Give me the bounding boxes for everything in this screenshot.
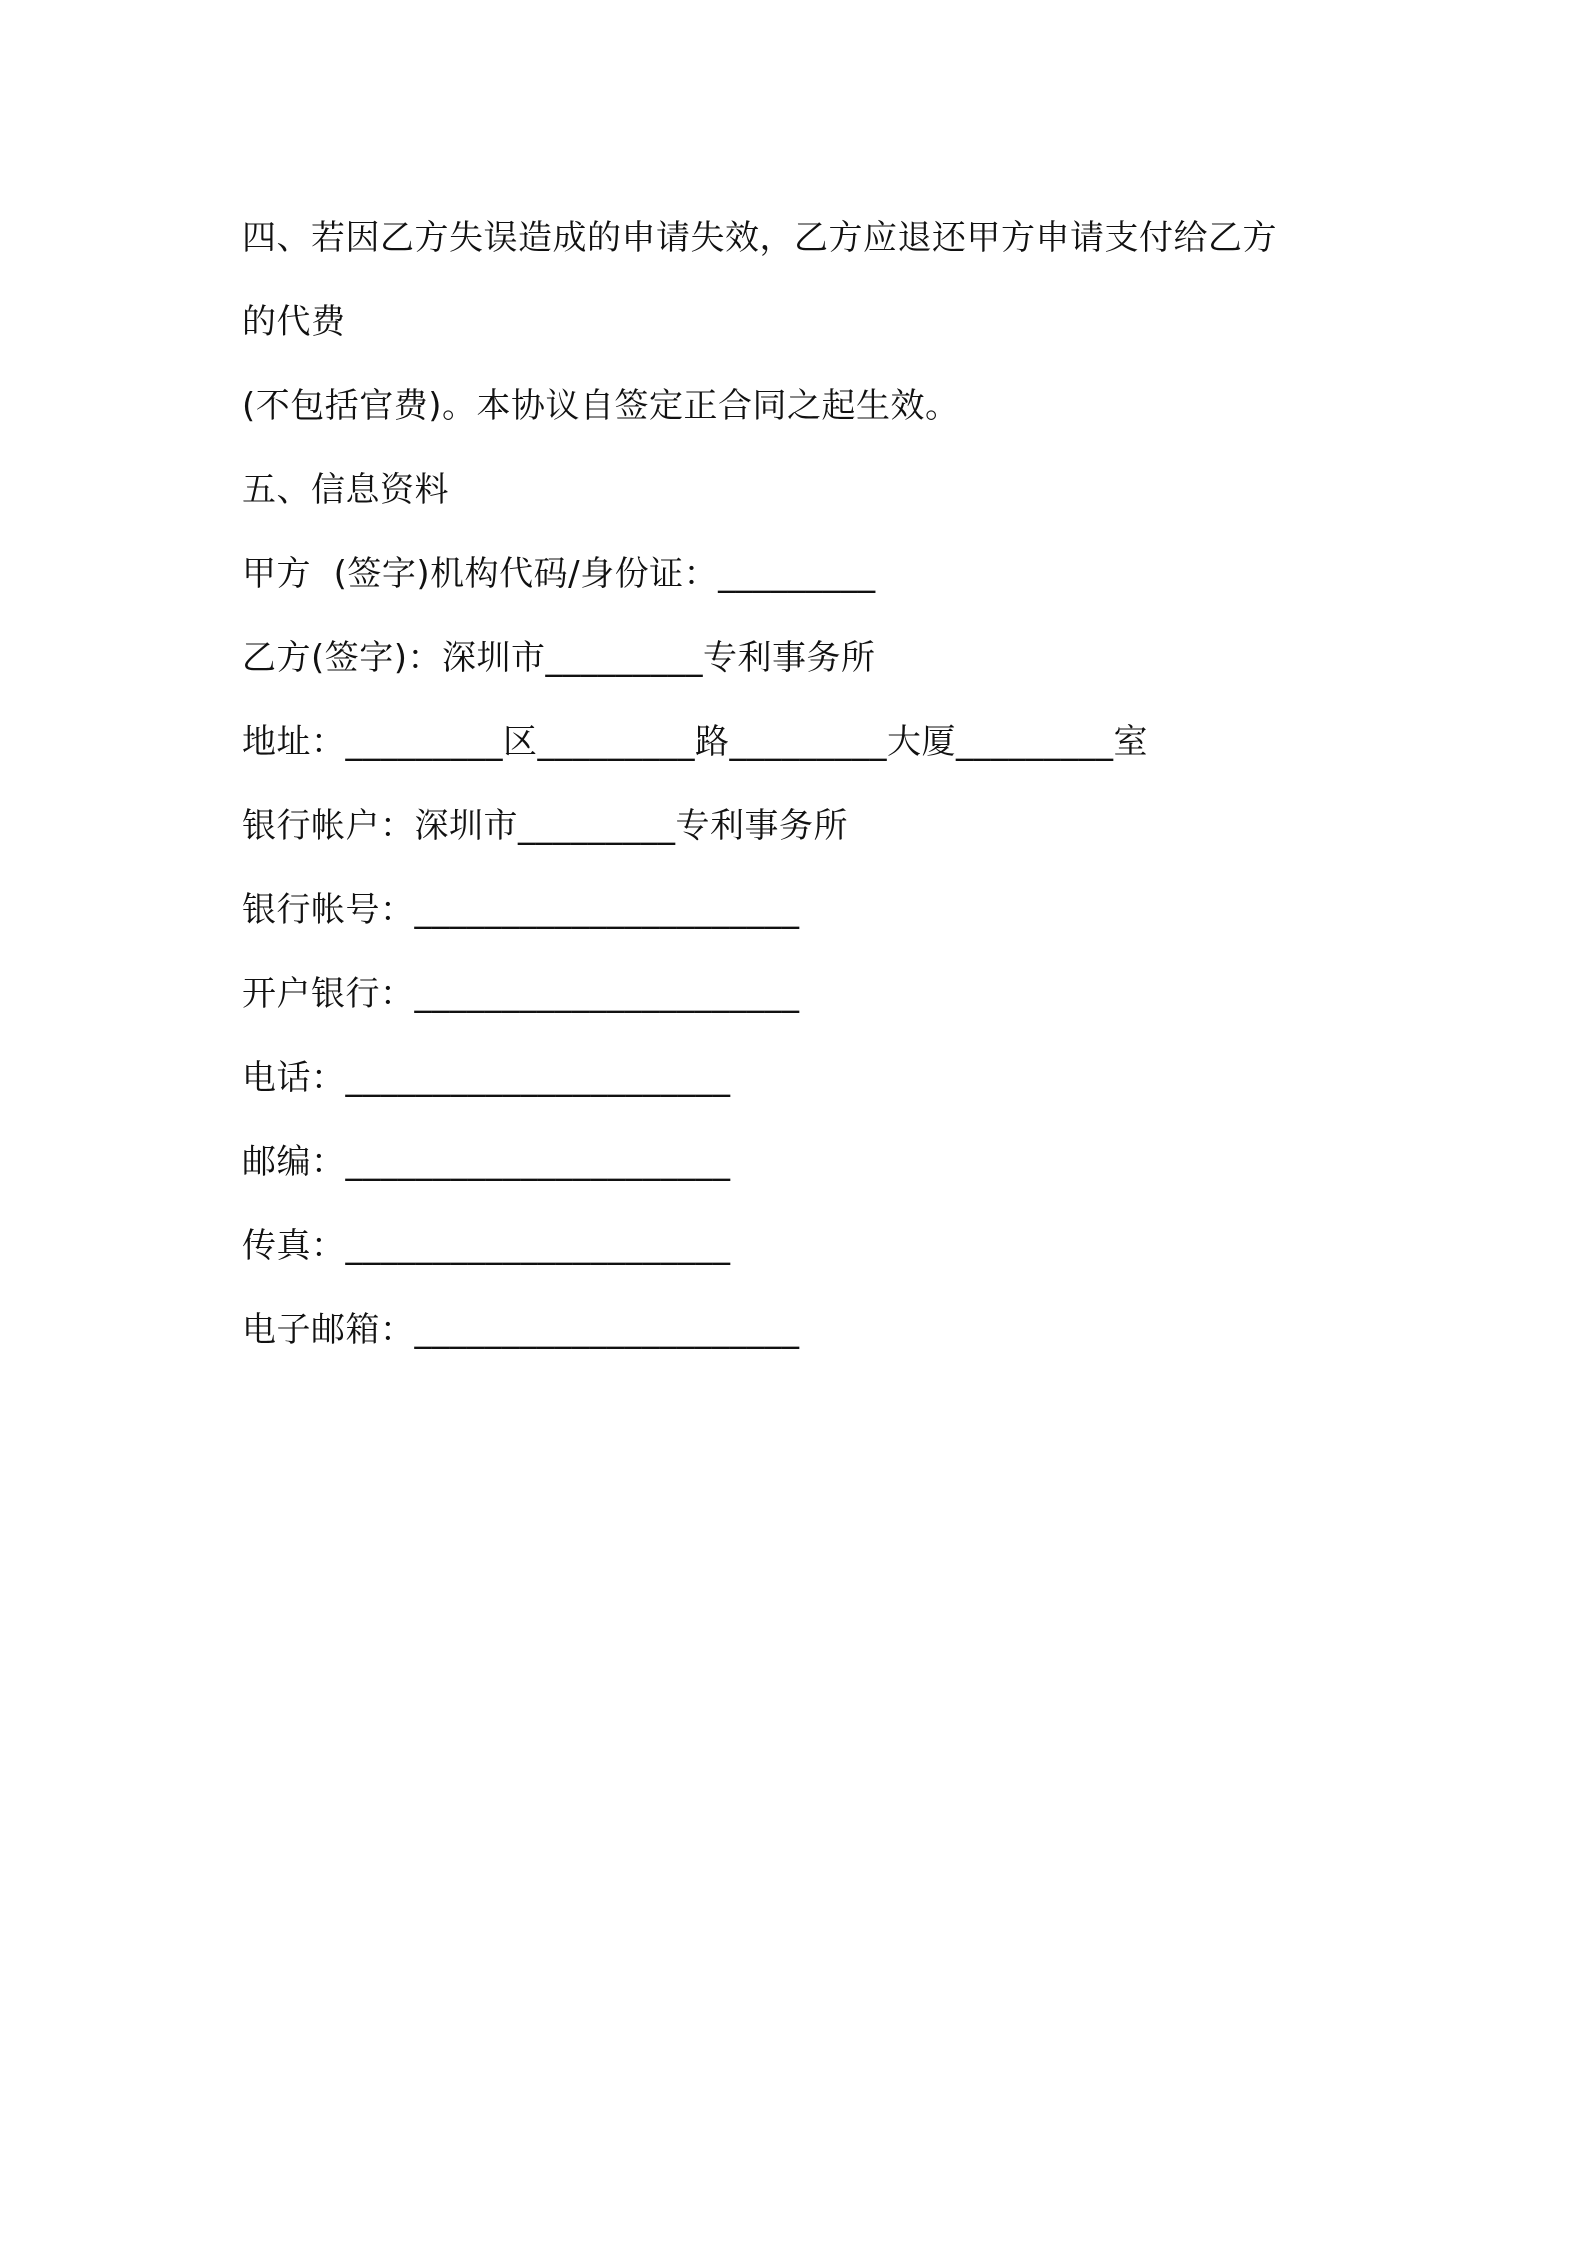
email-field: 电子邮箱：______________________ bbox=[242, 1310, 800, 1350]
clause-four-line-3: (不包括官费)。本协议自签定正合同之起生效。 bbox=[242, 386, 960, 426]
clause-four-line-2: 的代费 bbox=[242, 302, 346, 342]
address-field: 地址：_________区_________路_________大厦_________室 bbox=[242, 722, 1148, 762]
fax-field: 传真：______________________ bbox=[242, 1226, 731, 1266]
bank-account-number-field: 银行帐号：______________________ bbox=[242, 890, 800, 930]
party-a-signature-field: 甲方 (签字)机构代码/身份证：_________ bbox=[242, 554, 876, 594]
opening-bank-field: 开户银行：______________________ bbox=[242, 974, 800, 1014]
document-body bbox=[242, 196, 1362, 1372]
bank-account-name-field: 银行帐户：深圳市_________专利事务所 bbox=[242, 806, 848, 846]
clause-four-line-1: 四、若因乙方失误造成的申请失效，乙方应退还甲方申请支付给乙方 bbox=[242, 218, 1277, 258]
section-five-heading: 五、信息资料 bbox=[242, 470, 449, 510]
postcode-field: 邮编：______________________ bbox=[242, 1142, 731, 1182]
phone-field: 电话：______________________ bbox=[242, 1058, 731, 1098]
party-b-signature-field: 乙方(签字)：深圳市_________专利事务所 bbox=[242, 638, 876, 678]
